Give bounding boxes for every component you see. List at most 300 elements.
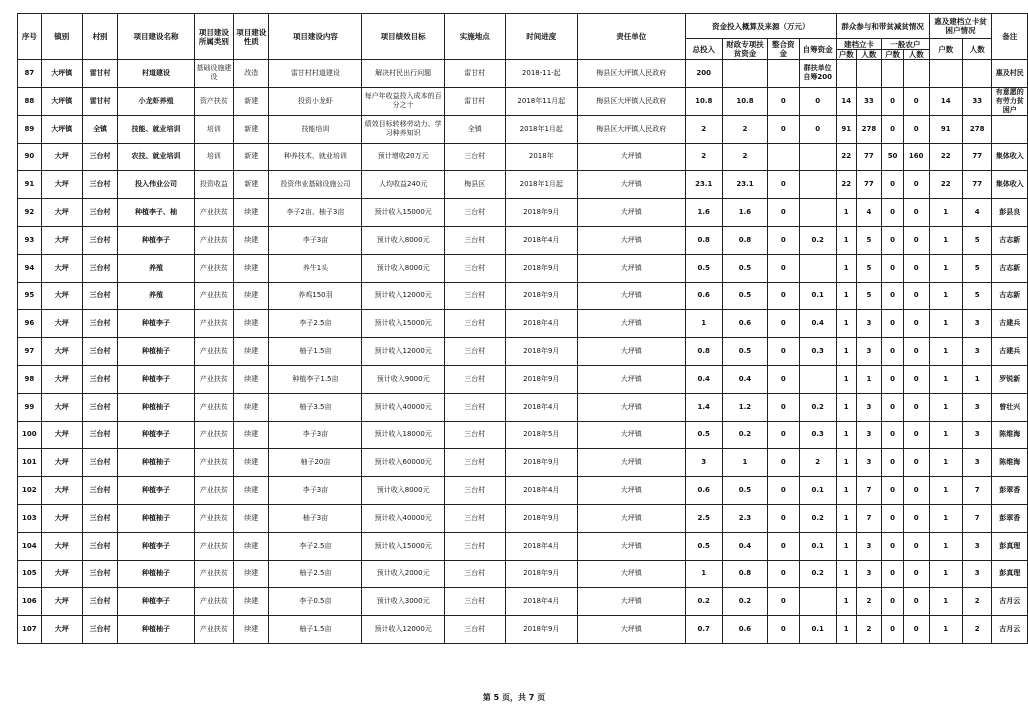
header-registered: 建档立卡 <box>836 39 881 50</box>
cell-location: 三台村 <box>444 616 505 644</box>
table-row <box>18 254 1028 282</box>
cell-content: 投资小龙虾 <box>269 87 362 115</box>
cell-funds-fiscal: 0.5 <box>722 338 767 366</box>
cell-ordinary-households: 0 <box>882 226 904 254</box>
cell-funds-fiscal: 0.8 <box>722 226 767 254</box>
cell-registered-persons: 3 <box>856 393 882 421</box>
cell-ordinary-persons: 0 <box>903 532 929 560</box>
cell-project-category: 产业扶贫 <box>194 226 233 254</box>
cell-ordinary-persons: 0 <box>903 282 929 310</box>
cell-project-category: 培训 <box>194 143 233 171</box>
header-content: 项目建设内容 <box>269 14 362 60</box>
cell-poverty-persons: 4 <box>962 199 992 227</box>
cell-town: 大坪 <box>41 365 82 393</box>
cell-poverty-persons: 33 <box>962 87 992 115</box>
cell-funds-total: 2 <box>685 143 722 171</box>
cell-ordinary-persons: 0 <box>903 115 929 143</box>
cell-funds-integrated: 0 <box>768 588 799 616</box>
cell-poverty-households: 1 <box>929 477 962 505</box>
cell-unit: 大坪镇 <box>578 143 686 171</box>
cell-location: 三台村 <box>444 282 505 310</box>
cell-content: 李子3亩 <box>269 477 362 505</box>
cell-progress: 2018年 <box>505 143 577 171</box>
cell-poverty-households: 1 <box>929 226 962 254</box>
cell-registered-households: 1 <box>836 199 856 227</box>
cell-funds-fiscal: 0.5 <box>722 477 767 505</box>
header-poverty-persons: 人数 <box>962 39 992 60</box>
cell-ordinary-households: 0 <box>882 560 904 588</box>
cell-project-name: 种植柚子 <box>118 504 195 532</box>
cell-ordinary-persons: 0 <box>903 560 929 588</box>
cell-funds-self: 2 <box>799 449 836 477</box>
cell-progress: 2018年9月 <box>505 282 577 310</box>
cell-project-name: 村道建设 <box>118 60 195 88</box>
cell-location: 三台村 <box>444 143 505 171</box>
table-row <box>18 143 1028 171</box>
cell-content: 柚子20亩 <box>269 449 362 477</box>
cell-funds-self: 0.1 <box>799 616 836 644</box>
cell-project-category: 基础设施建设 <box>194 60 233 88</box>
cell-progress: 2018年1月起 <box>505 115 577 143</box>
cell-seq: 87 <box>18 60 42 88</box>
cell-target: 预计收入60000元 <box>362 449 444 477</box>
cell-registered-persons: 2 <box>856 588 882 616</box>
cell-poverty-persons: 3 <box>962 338 992 366</box>
cell-poverty-households: 1 <box>929 282 962 310</box>
cell-project-nature: 续建 <box>234 282 269 310</box>
cell-content: 柚子3亩 <box>269 504 362 532</box>
cell-project-name: 养殖 <box>118 282 195 310</box>
cell-village: 三台村 <box>82 365 117 393</box>
cell-town: 大坪 <box>41 616 82 644</box>
header-project-category: 项目建设所属类别 <box>194 14 233 60</box>
cell-project-nature: 续建 <box>234 393 269 421</box>
cell-remark: 集体收入 <box>992 143 1028 171</box>
cell-town: 大坪 <box>41 504 82 532</box>
cell-registered-persons: 7 <box>856 504 882 532</box>
cell-ordinary-households: 0 <box>882 616 904 644</box>
cell-funds-integrated: 0 <box>768 616 799 644</box>
cell-progress: 2018年11月起 <box>505 87 577 115</box>
cell-location: 三台村 <box>444 449 505 477</box>
cell-village: 三台村 <box>82 282 117 310</box>
cell-funds-fiscal: 0.8 <box>722 560 767 588</box>
cell-project-name: 农技、就业培训 <box>118 143 195 171</box>
cell-location: 全镇 <box>444 115 505 143</box>
cell-poverty-households: 1 <box>929 532 962 560</box>
cell-ordinary-households: 0 <box>882 338 904 366</box>
cell-funds-total: 1 <box>685 310 722 338</box>
project-table-sheet <box>17 13 1028 644</box>
cell-project-nature: 续建 <box>234 449 269 477</box>
cell-registered-persons: 278 <box>856 115 882 143</box>
cell-funds-self: 0.1 <box>799 532 836 560</box>
cell-poverty-persons: 7 <box>962 504 992 532</box>
cell-registered-persons: 3 <box>856 310 882 338</box>
cell-funds-integrated: 0 <box>768 254 799 282</box>
cell-seq: 89 <box>18 115 42 143</box>
cell-funds-fiscal: 1.2 <box>722 393 767 421</box>
cell-village: 三台村 <box>82 616 117 644</box>
cell-registered-persons: 77 <box>856 143 882 171</box>
cell-target: 预计收入40000元 <box>362 393 444 421</box>
cell-seq: 91 <box>18 171 42 199</box>
cell-seq: 107 <box>18 616 42 644</box>
cell-project-name: 种植李子 <box>118 421 195 449</box>
cell-ordinary-households: 0 <box>882 504 904 532</box>
cell-seq: 104 <box>18 532 42 560</box>
table-row <box>18 171 1028 199</box>
cell-project-name: 投入伟业公司 <box>118 171 195 199</box>
cell-ordinary-persons: 0 <box>903 365 929 393</box>
cell-unit: 梅县区大坪镇人民政府 <box>578 87 686 115</box>
cell-unit: 大坪镇 <box>578 616 686 644</box>
cell-ordinary-persons: 0 <box>903 421 929 449</box>
cell-ordinary-persons: 0 <box>903 393 929 421</box>
cell-registered-persons: 1 <box>856 365 882 393</box>
cell-ordinary-households: 50 <box>882 143 904 171</box>
cell-project-nature: 续建 <box>234 199 269 227</box>
cell-progress: 2018年9月 <box>505 338 577 366</box>
cell-target: 预计收入15000元 <box>362 199 444 227</box>
cell-ordinary-households: 0 <box>882 421 904 449</box>
cell-poverty-persons: 278 <box>962 115 992 143</box>
cell-progress: 2018年9月 <box>505 365 577 393</box>
table-row <box>18 421 1028 449</box>
cell-poverty-persons: 2 <box>962 588 992 616</box>
cell-registered-persons: 3 <box>856 421 882 449</box>
cell-town: 大坪 <box>41 199 82 227</box>
cell-location: 三台村 <box>444 199 505 227</box>
cell-location: 三台村 <box>444 560 505 588</box>
cell-content: 李子2.5亩 <box>269 310 362 338</box>
cell-project-name: 种植柚子 <box>118 560 195 588</box>
cell-registered-households: 22 <box>836 143 856 171</box>
table-row <box>18 393 1028 421</box>
cell-location: 三台村 <box>444 504 505 532</box>
cell-project-category: 产业扶贫 <box>194 421 233 449</box>
cell-content: 李子2.5亩 <box>269 532 362 560</box>
table-row <box>18 616 1028 644</box>
cell-remark: 古志新 <box>992 226 1028 254</box>
header-unit: 责任单位 <box>578 14 686 60</box>
cell-funds-total: 0.5 <box>685 421 722 449</box>
cell-remark: 彭翠香 <box>992 477 1028 505</box>
cell-town: 大坪 <box>41 282 82 310</box>
header-project-nature: 项目建设性质 <box>234 14 269 60</box>
cell-project-nature: 续建 <box>234 254 269 282</box>
cell-funds-total: 0.5 <box>685 532 722 560</box>
cell-registered-households: 1 <box>836 532 856 560</box>
cell-poverty-households: 22 <box>929 171 962 199</box>
cell-registered-persons: 3 <box>856 560 882 588</box>
cell-seq: 96 <box>18 310 42 338</box>
cell-progress: 2018年9月 <box>505 616 577 644</box>
cell-ordinary-persons: 0 <box>903 87 929 115</box>
cell-funds-integrated: 0 <box>768 87 799 115</box>
cell-funds-integrated: 0 <box>768 477 799 505</box>
cell-registered-households: 22 <box>836 171 856 199</box>
cell-ordinary-households: 0 <box>882 365 904 393</box>
table-body <box>18 60 1028 644</box>
cell-remark <box>992 115 1028 143</box>
cell-poverty-persons: 5 <box>962 282 992 310</box>
cell-poverty-persons: 7 <box>962 477 992 505</box>
cell-unit: 梅县区大坪镇人民政府 <box>578 115 686 143</box>
cell-remark: 彭翠香 <box>992 504 1028 532</box>
cell-location: 三台村 <box>444 338 505 366</box>
cell-remark: 古月云 <box>992 616 1028 644</box>
cell-funds-self: 0.3 <box>799 421 836 449</box>
cell-funds-total: 23.1 <box>685 171 722 199</box>
cell-project-category: 产业扶贫 <box>194 254 233 282</box>
table-row <box>18 449 1028 477</box>
cell-progress: 2018年4月 <box>505 588 577 616</box>
cell-target: 预计收入18000元 <box>362 421 444 449</box>
cell-town: 大坪镇 <box>41 87 82 115</box>
header-funds-integrated: 整合资金 <box>768 39 799 60</box>
cell-ordinary-persons: 160 <box>903 143 929 171</box>
cell-funds-self <box>799 588 836 616</box>
cell-funds-integrated: 0 <box>768 393 799 421</box>
cell-town: 大坪 <box>41 143 82 171</box>
cell-registered-households: 91 <box>836 115 856 143</box>
table-row <box>18 282 1028 310</box>
cell-project-nature: 新建 <box>234 115 269 143</box>
cell-project-nature: 续建 <box>234 616 269 644</box>
project-table <box>17 13 1028 644</box>
cell-ordinary-households: 0 <box>882 588 904 616</box>
cell-registered-households <box>836 60 856 88</box>
table-row <box>18 560 1028 588</box>
cell-project-nature: 续建 <box>234 532 269 560</box>
cell-seq: 99 <box>18 393 42 421</box>
cell-seq: 103 <box>18 504 42 532</box>
cell-unit: 大坪镇 <box>578 588 686 616</box>
cell-location: 雷甘村 <box>444 87 505 115</box>
cell-funds-total: 200 <box>685 60 722 88</box>
cell-project-nature: 续建 <box>234 338 269 366</box>
cell-funds-integrated: 0 <box>768 504 799 532</box>
cell-unit: 大坪镇 <box>578 560 686 588</box>
cell-village: 三台村 <box>82 504 117 532</box>
cell-registered-persons: 5 <box>856 282 882 310</box>
cell-remark: 古建兵 <box>992 338 1028 366</box>
cell-remark: 陈维海 <box>992 449 1028 477</box>
cell-seq: 106 <box>18 588 42 616</box>
cell-funds-total: 0.4 <box>685 365 722 393</box>
cell-funds-self <box>799 171 836 199</box>
cell-ordinary-households: 0 <box>882 532 904 560</box>
cell-village: 三台村 <box>82 143 117 171</box>
cell-funds-self <box>799 365 836 393</box>
cell-ordinary-persons: 0 <box>903 588 929 616</box>
cell-location: 雷甘村 <box>444 60 505 88</box>
cell-ordinary-persons: 0 <box>903 504 929 532</box>
cell-funds-self: 0.2 <box>799 504 836 532</box>
cell-project-name: 技能、就业培训 <box>118 115 195 143</box>
table-row <box>18 87 1028 115</box>
cell-town: 大坪 <box>41 532 82 560</box>
cell-ordinary-persons: 0 <box>903 171 929 199</box>
cell-seq: 95 <box>18 282 42 310</box>
cell-village: 三台村 <box>82 310 117 338</box>
cell-poverty-persons: 3 <box>962 532 992 560</box>
cell-funds-fiscal: 0.5 <box>722 282 767 310</box>
cell-village: 三台村 <box>82 588 117 616</box>
cell-poverty-households: 1 <box>929 560 962 588</box>
cell-remark: 有意愿的有劳力贫困户 <box>992 87 1028 115</box>
cell-remark: 曾壮兴 <box>992 393 1028 421</box>
cell-content: 种养技术、就业培训 <box>269 143 362 171</box>
cell-funds-self: 0.2 <box>799 393 836 421</box>
cell-registered-persons: 4 <box>856 199 882 227</box>
table-row <box>18 115 1028 143</box>
header-funds-total: 总投入 <box>685 39 722 60</box>
cell-funds-fiscal: 0.4 <box>722 365 767 393</box>
cell-registered-households: 1 <box>836 421 856 449</box>
cell-ordinary-households: 0 <box>882 115 904 143</box>
cell-content: 种植李子1.5亩 <box>269 365 362 393</box>
cell-funds-integrated: 0 <box>768 282 799 310</box>
cell-funds-fiscal: 23.1 <box>722 171 767 199</box>
cell-funds-fiscal: 2 <box>722 115 767 143</box>
cell-poverty-households: 22 <box>929 143 962 171</box>
cell-remark: 集体收入 <box>992 171 1028 199</box>
cell-project-category: 资产扶贫 <box>194 87 233 115</box>
cell-progress: 2018年4月 <box>505 532 577 560</box>
cell-ordinary-persons: 0 <box>903 254 929 282</box>
header-mass-group: 群众参与和带贫减贫情况 <box>836 14 929 39</box>
cell-content: 柚子2.5亩 <box>269 560 362 588</box>
cell-town: 大坪镇 <box>41 115 82 143</box>
cell-remark: 古建兵 <box>992 310 1028 338</box>
cell-poverty-persons: 5 <box>962 254 992 282</box>
cell-funds-integrated: 0 <box>768 226 799 254</box>
cell-funds-total: 0.6 <box>685 477 722 505</box>
cell-poverty-households: 1 <box>929 310 962 338</box>
header-funds-group: 资金投入概算及来源（万元） <box>685 14 836 39</box>
cell-funds-total: 0.8 <box>685 338 722 366</box>
cell-unit: 大坪镇 <box>578 226 686 254</box>
header-village: 村别 <box>82 14 117 60</box>
cell-project-name: 种植李子 <box>118 588 195 616</box>
cell-poverty-households <box>929 60 962 88</box>
table-row <box>18 60 1028 88</box>
cell-ordinary-households <box>882 60 904 88</box>
cell-content: 柚子1.5亩 <box>269 616 362 644</box>
cell-village: 三台村 <box>82 199 117 227</box>
cell-project-category: 产业扶贫 <box>194 560 233 588</box>
cell-remark: 古志新 <box>992 282 1028 310</box>
cell-registered-persons: 5 <box>856 226 882 254</box>
cell-funds-self: 0.3 <box>799 338 836 366</box>
cell-target: 预计收入15000元 <box>362 532 444 560</box>
cell-poverty-persons: 3 <box>962 310 992 338</box>
cell-poverty-persons: 3 <box>962 560 992 588</box>
cell-project-category: 产业扶贫 <box>194 616 233 644</box>
cell-ordinary-households: 0 <box>882 87 904 115</box>
cell-poverty-persons: 5 <box>962 226 992 254</box>
cell-town: 大坪镇 <box>41 60 82 88</box>
header-funds-self: 自筹资金 <box>799 39 836 60</box>
cell-project-nature: 续建 <box>234 310 269 338</box>
cell-funds-self <box>799 143 836 171</box>
cell-unit: 大坪镇 <box>578 254 686 282</box>
cell-registered-persons: 2 <box>856 616 882 644</box>
cell-town: 大坪 <box>41 477 82 505</box>
header-remarks: 备注 <box>992 14 1028 60</box>
cell-town: 大坪 <box>41 171 82 199</box>
cell-funds-self: 0 <box>799 87 836 115</box>
cell-project-name: 种植李子 <box>118 226 195 254</box>
cell-progress: 2018年5月 <box>505 421 577 449</box>
cell-town: 大坪 <box>41 226 82 254</box>
cell-progress: 2018年1月起 <box>505 171 577 199</box>
cell-project-nature: 续建 <box>234 365 269 393</box>
cell-funds-self: 0.2 <box>799 226 836 254</box>
cell-poverty-persons: 1 <box>962 365 992 393</box>
cell-project-nature: 续建 <box>234 421 269 449</box>
cell-funds-total: 0.5 <box>685 254 722 282</box>
cell-town: 大坪 <box>41 588 82 616</box>
cell-unit: 大坪镇 <box>578 532 686 560</box>
cell-project-category: 产业扶贫 <box>194 310 233 338</box>
cell-ordinary-persons: 0 <box>903 616 929 644</box>
cell-project-name: 养殖 <box>118 254 195 282</box>
cell-registered-persons: 5 <box>856 254 882 282</box>
cell-poverty-households: 91 <box>929 115 962 143</box>
cell-village: 三台村 <box>82 338 117 366</box>
cell-target: 预计收入3000元 <box>362 588 444 616</box>
cell-village: 三台村 <box>82 226 117 254</box>
cell-seq: 97 <box>18 338 42 366</box>
cell-progress: 2018年9月 <box>505 504 577 532</box>
cell-poverty-households: 1 <box>929 254 962 282</box>
cell-project-name: 种植柚子 <box>118 616 195 644</box>
cell-funds-integrated: 0 <box>768 115 799 143</box>
cell-target: 预计收入12000元 <box>362 338 444 366</box>
cell-project-category: 培训 <box>194 115 233 143</box>
cell-content: 技能培训 <box>269 115 362 143</box>
cell-village: 三台村 <box>82 393 117 421</box>
cell-content: 李子3亩 <box>269 226 362 254</box>
cell-project-category: 产业扶贫 <box>194 532 233 560</box>
cell-project-nature: 续建 <box>234 226 269 254</box>
cell-funds-integrated <box>768 143 799 171</box>
cell-project-name: 种植李子 <box>118 365 195 393</box>
cell-content: 柚子3.5亩 <box>269 393 362 421</box>
cell-registered-households: 1 <box>836 477 856 505</box>
cell-unit: 大坪镇 <box>578 504 686 532</box>
cell-funds-integrated: 0 <box>768 365 799 393</box>
cell-village: 全镇 <box>82 115 117 143</box>
cell-unit: 大坪镇 <box>578 477 686 505</box>
cell-remark: 古月云 <box>992 588 1028 616</box>
cell-project-name: 种植李子、柚 <box>118 199 195 227</box>
cell-target: 预计收入2000元 <box>362 560 444 588</box>
cell-village: 雷甘村 <box>82 87 117 115</box>
cell-project-name: 种植李子 <box>118 477 195 505</box>
header-target: 项目绩效目标 <box>362 14 444 60</box>
cell-location: 三台村 <box>444 421 505 449</box>
cell-unit: 梅县区大坪镇人民政府 <box>578 60 686 88</box>
cell-registered-persons: 33 <box>856 87 882 115</box>
cell-funds-fiscal: 0.2 <box>722 421 767 449</box>
page-footer: 第 5 页，共 7 页 <box>482 693 546 702</box>
cell-registered-persons: 77 <box>856 171 882 199</box>
cell-progress: 2018年9月 <box>505 199 577 227</box>
